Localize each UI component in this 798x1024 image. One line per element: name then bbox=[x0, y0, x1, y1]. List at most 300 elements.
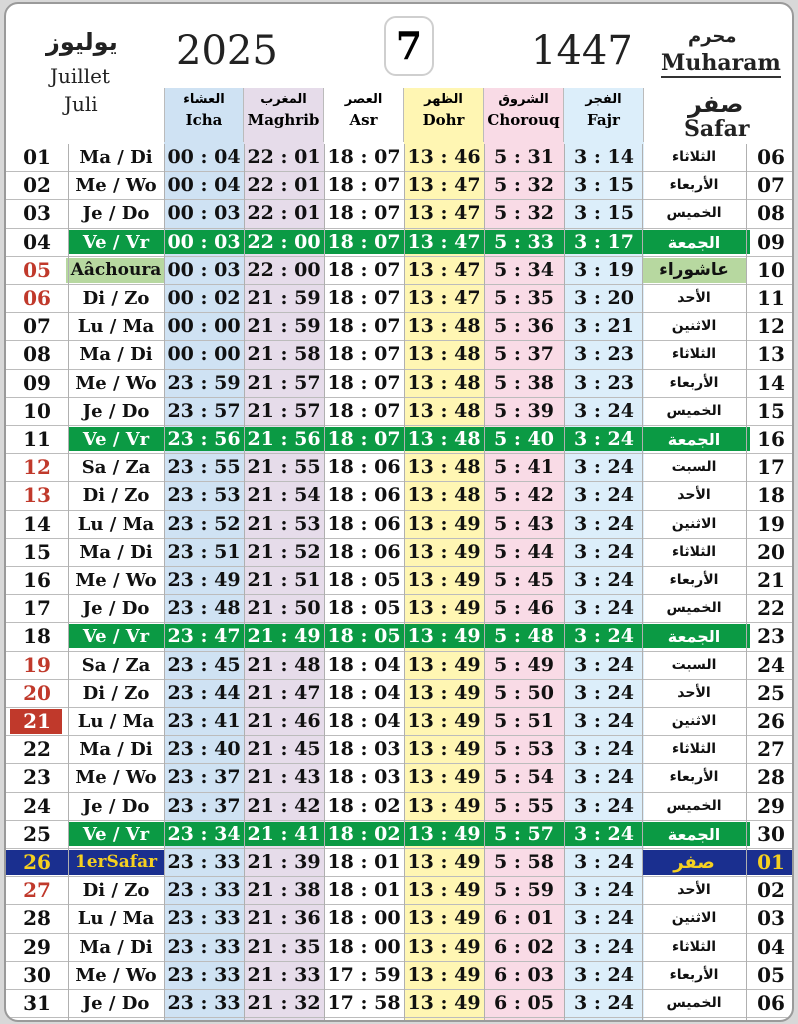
time-fajr: 3 : 24 bbox=[574, 963, 634, 986]
time-maghrib: 21 : 55 bbox=[247, 456, 321, 479]
time-chorouq: 6 : 01 bbox=[494, 907, 554, 930]
time-chorouq: 5 : 45 bbox=[494, 569, 554, 591]
column-divider bbox=[68, 144, 69, 1020]
time-asr: 18 : 07 bbox=[327, 230, 401, 253]
time-maghrib: 21 : 48 bbox=[247, 653, 321, 676]
time-asr: 18 : 06 bbox=[327, 456, 401, 479]
table-row bbox=[6, 934, 792, 962]
column-divider bbox=[564, 144, 565, 1020]
time-maghrib: 22 : 00 bbox=[247, 230, 321, 253]
table-row bbox=[6, 905, 792, 933]
time-maghrib: 21 : 38 bbox=[247, 879, 321, 902]
time-asr: 18 : 05 bbox=[327, 625, 401, 648]
time-maghrib: 21 : 57 bbox=[247, 399, 321, 422]
weekday-arabic: الجمعة bbox=[667, 232, 721, 252]
day-number: 29 bbox=[23, 934, 51, 959]
weekday-arabic: الخميس bbox=[666, 600, 722, 617]
column-header-arabic: الفجر bbox=[585, 92, 622, 107]
weekday-label: Me / Wo bbox=[75, 372, 157, 394]
weekday-arabic: الأربعاء bbox=[669, 966, 719, 983]
time-chorouq: 6 : 03 bbox=[494, 963, 554, 986]
table-row bbox=[6, 257, 792, 285]
time-dohr: 13 : 47 bbox=[407, 174, 481, 197]
time-asr: 18 : 04 bbox=[327, 653, 401, 676]
time-fajr: 3 : 24 bbox=[574, 738, 634, 761]
hijri-day-number: 18 bbox=[757, 483, 785, 508]
time-maghrib: 21 : 35 bbox=[247, 935, 321, 958]
column-header-latin: Icha bbox=[185, 111, 223, 129]
time-icha: 23 : 47 bbox=[167, 625, 241, 648]
weekday-arabic: عاشوراء bbox=[659, 259, 729, 280]
day-number: 04 bbox=[23, 229, 51, 254]
weekday-arabic: الخميس bbox=[666, 797, 722, 814]
time-dohr: 13 : 47 bbox=[407, 287, 481, 309]
column-divider bbox=[746, 144, 747, 1020]
time-icha: 23 : 44 bbox=[167, 681, 241, 704]
hijri-day-number: 25 bbox=[757, 680, 785, 705]
weekday-arabic: الثلاثاء bbox=[671, 346, 717, 363]
table-row bbox=[6, 144, 792, 172]
day-number: 17 bbox=[23, 596, 51, 621]
time-chorouq: 5 : 59 bbox=[494, 879, 554, 902]
column-divider bbox=[164, 144, 165, 1020]
table-row bbox=[6, 990, 792, 1018]
time-fajr: 3 : 14 bbox=[574, 146, 634, 168]
time-chorouq: 5 : 57 bbox=[494, 822, 554, 845]
time-icha: 23 : 45 bbox=[167, 653, 241, 676]
time-maghrib: 21 : 59 bbox=[247, 287, 321, 309]
weekday-label: Sa / Za bbox=[81, 457, 151, 479]
weekday-label: Je / Do bbox=[82, 598, 150, 620]
time-asr: 18 : 02 bbox=[327, 794, 401, 817]
time-asr: 18 : 05 bbox=[327, 569, 401, 591]
weekday-label: Je / Do bbox=[82, 400, 150, 422]
table-row bbox=[6, 962, 792, 990]
column-divider bbox=[484, 144, 485, 1020]
day-number: 14 bbox=[23, 511, 51, 536]
weekday-label: Me / Wo bbox=[75, 964, 157, 986]
table-row bbox=[6, 567, 792, 595]
day-number: 24 bbox=[23, 793, 51, 818]
time-dohr: 13 : 46 bbox=[407, 146, 481, 168]
time-icha: 23 : 52 bbox=[167, 512, 241, 535]
time-fajr: 3 : 24 bbox=[574, 597, 634, 620]
time-fajr: 3 : 24 bbox=[574, 879, 634, 902]
time-maghrib: 21 : 41 bbox=[247, 822, 321, 845]
time-chorouq: 5 : 35 bbox=[494, 287, 554, 309]
time-maghrib: 21 : 50 bbox=[247, 597, 321, 620]
column-header-latin: Fajr bbox=[587, 111, 620, 129]
table-row bbox=[6, 482, 792, 510]
time-maghrib: 21 : 42 bbox=[247, 794, 321, 817]
time-fajr: 3 : 15 bbox=[574, 202, 634, 225]
day-number: 10 bbox=[23, 398, 51, 423]
time-dohr: 13 : 49 bbox=[407, 794, 481, 817]
time-asr: 18 : 07 bbox=[327, 258, 401, 281]
weekday-arabic: الاثنين bbox=[671, 318, 717, 335]
weekday-arabic: الثلاثاء bbox=[671, 938, 717, 955]
time-asr: 18 : 00 bbox=[327, 907, 401, 930]
day-number: 31 bbox=[23, 991, 51, 1015]
time-fajr: 3 : 24 bbox=[574, 456, 634, 479]
time-chorouq: 5 : 42 bbox=[494, 484, 554, 507]
column-header-dohr bbox=[404, 88, 484, 142]
hijri-day-number: 12 bbox=[757, 314, 785, 339]
time-dohr: 13 : 49 bbox=[407, 822, 481, 845]
column-divider bbox=[244, 144, 245, 1020]
time-asr: 17 : 59 bbox=[327, 963, 401, 986]
time-chorouq: 5 : 54 bbox=[494, 766, 554, 789]
time-fajr: 3 : 24 bbox=[574, 794, 634, 817]
time-chorouq: 5 : 55 bbox=[494, 794, 554, 817]
calendar-header bbox=[6, 4, 792, 144]
hijri-day-number: 14 bbox=[757, 370, 785, 395]
time-icha: 23 : 34 bbox=[167, 822, 241, 845]
weekday-label: Me / Wo bbox=[75, 570, 157, 591]
column-header-arabic: الشروق bbox=[498, 92, 549, 107]
time-fajr: 3 : 24 bbox=[574, 766, 634, 789]
table-row bbox=[6, 708, 792, 736]
time-maghrib: 21 : 59 bbox=[247, 315, 321, 338]
time-icha: 23 : 53 bbox=[167, 484, 241, 507]
time-icha: 23 : 49 bbox=[167, 569, 241, 591]
time-icha: 23 : 37 bbox=[167, 766, 241, 789]
time-asr: 18 : 07 bbox=[327, 202, 401, 225]
time-asr: 18 : 01 bbox=[327, 851, 401, 873]
time-dohr: 13 : 49 bbox=[407, 653, 481, 676]
day-number: 09 bbox=[23, 370, 51, 395]
time-fajr: 3 : 15 bbox=[574, 174, 634, 197]
time-chorouq: 5 : 33 bbox=[494, 230, 554, 253]
day-number: 19 bbox=[23, 652, 51, 677]
weekday-label: 1erSafar bbox=[74, 852, 158, 872]
time-fajr: 3 : 24 bbox=[574, 428, 634, 450]
weekday-label: Di / Zo bbox=[82, 288, 150, 309]
time-chorouq: 5 : 39 bbox=[494, 399, 554, 422]
table-row bbox=[6, 454, 792, 482]
weekday-label: Je / Do bbox=[82, 795, 150, 817]
time-asr: 18 : 07 bbox=[327, 428, 401, 450]
time-maghrib: 21 : 58 bbox=[247, 343, 321, 366]
time-fajr: 3 : 23 bbox=[574, 371, 634, 394]
weekday-arabic: الخميس bbox=[666, 205, 722, 222]
hijri-day-number: 06 bbox=[757, 991, 785, 1015]
weekday-arabic: الثلاثاء bbox=[671, 543, 717, 560]
time-chorouq: 5 : 32 bbox=[494, 174, 554, 197]
column-header-arabic: العصر bbox=[344, 92, 383, 107]
weekday-arabic: الثلاثاء bbox=[671, 149, 717, 165]
time-dohr: 13 : 48 bbox=[407, 371, 481, 394]
table-row bbox=[6, 652, 792, 680]
weekday-label: Je / Do bbox=[82, 203, 150, 225]
day-number: 18 bbox=[23, 624, 51, 649]
time-asr: 18 : 04 bbox=[327, 681, 401, 704]
time-maghrib: 21 : 33 bbox=[247, 963, 321, 986]
time-asr: 18 : 07 bbox=[327, 371, 401, 394]
time-icha: 00 : 03 bbox=[167, 230, 241, 253]
weekday-arabic: الأحد bbox=[677, 684, 711, 701]
weekday-arabic: الأربعاء bbox=[669, 572, 719, 588]
weekday-label: Ve / Vr bbox=[82, 231, 150, 253]
time-icha: 23 : 33 bbox=[167, 963, 241, 986]
time-asr: 18 : 04 bbox=[327, 710, 401, 732]
time-dohr: 13 : 49 bbox=[407, 766, 481, 789]
weekday-label: Ve / Vr bbox=[82, 626, 150, 648]
column-header-fajr bbox=[564, 88, 644, 142]
hijri-day-number: 08 bbox=[757, 201, 785, 226]
time-dohr: 13 : 47 bbox=[407, 230, 481, 253]
column-divider bbox=[324, 144, 325, 1020]
column-header-arabic: الظهر bbox=[424, 92, 463, 107]
day-number: 13 bbox=[23, 483, 51, 508]
time-icha: 00 : 00 bbox=[167, 315, 241, 338]
time-dohr: 13 : 49 bbox=[407, 879, 481, 902]
table-row bbox=[6, 793, 792, 821]
hijri-day-number: 20 bbox=[757, 539, 785, 564]
time-maghrib: 21 : 49 bbox=[247, 625, 321, 648]
day-number: 06 bbox=[23, 286, 51, 310]
hijri-day-number: 29 bbox=[757, 793, 785, 818]
time-icha: 00 : 04 bbox=[167, 174, 241, 197]
hijri-day-number: 02 bbox=[757, 878, 785, 903]
time-asr: 18 : 00 bbox=[327, 935, 401, 958]
time-maghrib: 21 : 53 bbox=[247, 512, 321, 535]
weekday-label: Ma / Di bbox=[79, 344, 153, 366]
hijri-day-number: 17 bbox=[757, 455, 785, 480]
time-dohr: 13 : 49 bbox=[407, 738, 481, 761]
weekday-arabic: الاثنين bbox=[671, 910, 717, 927]
weekday-arabic: الأربعاء bbox=[669, 769, 719, 786]
time-fajr: 3 : 24 bbox=[574, 484, 634, 507]
table-row bbox=[6, 877, 792, 905]
time-maghrib: 21 : 54 bbox=[247, 484, 321, 507]
hijri-day-number: 19 bbox=[757, 511, 785, 536]
table-row bbox=[6, 341, 792, 369]
time-chorouq: 5 : 51 bbox=[494, 710, 554, 732]
column-header-arabic: المغرب bbox=[260, 92, 307, 107]
prayer-calendar-card bbox=[4, 2, 794, 1022]
time-icha: 23 : 41 bbox=[167, 710, 241, 732]
time-dohr: 13 : 48 bbox=[407, 399, 481, 422]
time-chorouq: 5 : 41 bbox=[494, 456, 554, 479]
time-icha: 23 : 33 bbox=[167, 851, 241, 873]
weekday-label: Di / Zo bbox=[82, 485, 150, 507]
column-divider bbox=[404, 144, 405, 1020]
time-fajr: 3 : 24 bbox=[574, 540, 634, 563]
time-maghrib: 21 : 36 bbox=[247, 907, 321, 930]
day-number: 27 bbox=[23, 878, 51, 903]
time-fajr: 3 : 24 bbox=[574, 907, 634, 930]
column-header-latin: Dohr bbox=[422, 111, 465, 129]
time-chorouq: 5 : 43 bbox=[494, 512, 554, 535]
table-row bbox=[6, 539, 792, 567]
time-maghrib: 21 : 45 bbox=[247, 738, 321, 761]
table-row bbox=[6, 821, 792, 849]
time-dohr: 13 : 48 bbox=[407, 484, 481, 507]
time-fajr: 3 : 24 bbox=[574, 851, 634, 873]
weekday-arabic: السبت bbox=[671, 656, 717, 673]
time-chorouq: 5 : 36 bbox=[494, 315, 554, 338]
time-maghrib: 22 : 01 bbox=[247, 146, 321, 168]
weekday-arabic: الأربعاء bbox=[669, 374, 719, 391]
time-icha: 23 : 40 bbox=[167, 738, 241, 761]
hijri-day-number: 26 bbox=[757, 709, 785, 733]
time-asr: 18 : 06 bbox=[327, 484, 401, 507]
time-chorouq: 5 : 34 bbox=[494, 258, 554, 281]
hijri-day-number: 03 bbox=[757, 906, 785, 931]
weekday-arabic: السبت bbox=[671, 459, 717, 476]
time-dohr: 13 : 48 bbox=[407, 343, 481, 366]
time-dohr: 13 : 49 bbox=[407, 907, 481, 930]
day-number: 28 bbox=[23, 906, 51, 931]
time-dohr: 13 : 49 bbox=[407, 935, 481, 958]
hijri-day-number: 10 bbox=[757, 257, 785, 282]
time-maghrib: 22 : 01 bbox=[247, 174, 321, 197]
time-icha: 23 : 48 bbox=[167, 597, 241, 620]
time-chorouq: 5 : 58 bbox=[494, 851, 554, 873]
table-row bbox=[6, 313, 792, 341]
weekday-arabic: الأحد bbox=[677, 487, 711, 504]
time-asr: 18 : 07 bbox=[327, 174, 401, 197]
time-chorouq: 5 : 49 bbox=[494, 653, 554, 676]
day-number: 25 bbox=[23, 821, 51, 846]
time-chorouq: 5 : 37 bbox=[494, 343, 554, 366]
day-number: 21 bbox=[23, 709, 51, 733]
day-number: 08 bbox=[23, 342, 51, 367]
day-number: 22 bbox=[23, 737, 51, 762]
hijri-year: 1447 bbox=[531, 28, 633, 74]
column-header-arabic: العشاء bbox=[183, 92, 225, 107]
time-maghrib: 21 : 51 bbox=[247, 569, 321, 591]
time-fajr: 3 : 24 bbox=[574, 625, 634, 648]
day-number: 26 bbox=[23, 850, 51, 874]
time-asr: 18 : 03 bbox=[327, 738, 401, 761]
time-asr: 18 : 06 bbox=[327, 540, 401, 563]
table-row bbox=[6, 849, 792, 877]
time-maghrib: 21 : 47 bbox=[247, 681, 321, 704]
weekday-arabic: الجمعة bbox=[667, 627, 721, 647]
hijri-day-number: 09 bbox=[757, 229, 785, 254]
weekday-arabic: الثلاثاء bbox=[671, 741, 717, 758]
time-icha: 23 : 51 bbox=[167, 540, 241, 563]
time-fajr: 3 : 24 bbox=[574, 822, 634, 845]
weekday-arabic: الأربعاء bbox=[669, 177, 719, 194]
time-maghrib: 22 : 00 bbox=[247, 258, 321, 281]
day-number: 11 bbox=[23, 427, 51, 451]
weekday-arabic: الأحد bbox=[677, 882, 711, 899]
hijri-day-number: 23 bbox=[757, 624, 785, 649]
time-dohr: 13 : 49 bbox=[407, 681, 481, 704]
weekday-label: Lu / Ma bbox=[77, 316, 155, 338]
time-fajr: 3 : 21 bbox=[574, 315, 634, 338]
day-number: 07 bbox=[23, 314, 51, 339]
weekday-label: Sa / Za bbox=[81, 654, 151, 676]
column-header-chorouq bbox=[484, 88, 564, 142]
time-chorouq: 5 : 38 bbox=[494, 371, 554, 394]
table-row bbox=[6, 285, 792, 313]
time-icha: 00 : 00 bbox=[167, 343, 241, 366]
time-chorouq: 6 : 02 bbox=[494, 935, 554, 958]
time-chorouq: 5 : 46 bbox=[494, 597, 554, 620]
hijri-day-number: 16 bbox=[757, 427, 785, 451]
time-chorouq: 5 : 53 bbox=[494, 738, 554, 761]
time-dohr: 13 : 49 bbox=[407, 992, 481, 1014]
time-dohr: 13 : 47 bbox=[407, 202, 481, 225]
weekday-label: Me / Wo bbox=[75, 175, 157, 197]
hijri-day-number: 07 bbox=[757, 173, 785, 198]
time-dohr: 13 : 47 bbox=[407, 258, 481, 281]
time-icha: 00 : 02 bbox=[167, 287, 241, 309]
weekday-label: Lu / Ma bbox=[77, 711, 155, 732]
weekday-label: Ma / Di bbox=[79, 936, 153, 958]
time-icha: 00 : 04 bbox=[167, 146, 241, 168]
weekday-label: Di / Zo bbox=[82, 880, 150, 902]
time-icha: 00 : 03 bbox=[167, 258, 241, 281]
time-chorouq: 5 : 32 bbox=[494, 202, 554, 225]
time-icha: 00 : 03 bbox=[167, 202, 241, 225]
time-asr: 18 : 07 bbox=[327, 343, 401, 366]
table-row bbox=[6, 595, 792, 623]
gregorian-year: 2025 bbox=[176, 28, 278, 74]
hijri-month2-latin: Safar bbox=[684, 116, 750, 142]
time-fajr: 3 : 24 bbox=[574, 935, 634, 958]
time-dohr: 13 : 49 bbox=[407, 963, 481, 986]
day-number: 23 bbox=[23, 765, 51, 790]
time-dohr: 13 : 48 bbox=[407, 456, 481, 479]
time-asr: 18 : 07 bbox=[327, 287, 401, 309]
time-chorouq: 5 : 31 bbox=[494, 146, 554, 168]
hijri-day-number: 01 bbox=[757, 850, 785, 874]
day-number: 05 bbox=[23, 257, 51, 282]
column-header-asr bbox=[324, 88, 404, 142]
weekday-arabic: الاثنين bbox=[671, 515, 717, 532]
hijri-day-number: 22 bbox=[757, 596, 785, 621]
time-asr: 18 : 05 bbox=[327, 597, 401, 620]
weekday-label: Lu / Ma bbox=[77, 908, 155, 930]
time-fajr: 3 : 23 bbox=[574, 343, 634, 366]
time-maghrib: 21 : 39 bbox=[247, 851, 321, 873]
hijri-day-number: 24 bbox=[757, 652, 785, 677]
time-icha: 23 : 59 bbox=[167, 371, 241, 394]
day-number: 16 bbox=[23, 568, 51, 592]
time-dohr: 13 : 49 bbox=[407, 851, 481, 873]
time-icha: 23 : 37 bbox=[167, 794, 241, 817]
time-icha: 23 : 33 bbox=[167, 907, 241, 930]
time-chorouq: 5 : 40 bbox=[494, 428, 554, 450]
time-icha: 23 : 56 bbox=[167, 428, 241, 450]
time-chorouq: 5 : 48 bbox=[494, 625, 554, 648]
time-fajr: 3 : 24 bbox=[574, 710, 634, 732]
hijri-day-number: 13 bbox=[757, 342, 785, 367]
time-asr: 18 : 07 bbox=[327, 146, 401, 168]
weekday-label: Ma / Di bbox=[79, 739, 153, 761]
table-row bbox=[6, 511, 792, 539]
hijri-day-number: 05 bbox=[757, 962, 785, 987]
time-dohr: 13 : 49 bbox=[407, 540, 481, 563]
column-header-latin: Asr bbox=[349, 111, 378, 129]
hijri-month2-arabic: صفر bbox=[688, 90, 744, 118]
weekday-arabic: الخميس bbox=[666, 995, 722, 1011]
time-fajr: 3 : 24 bbox=[574, 399, 634, 422]
time-maghrib: 21 : 56 bbox=[247, 428, 321, 450]
hijri-day-number: 06 bbox=[757, 145, 785, 169]
table-row bbox=[6, 229, 792, 257]
time-icha: 23 : 55 bbox=[167, 456, 241, 479]
time-dohr: 13 : 48 bbox=[407, 315, 481, 338]
time-asr: 17 : 58 bbox=[327, 992, 401, 1014]
weekday-label: Ma / Di bbox=[79, 541, 153, 563]
time-maghrib: 22 : 01 bbox=[247, 202, 321, 225]
